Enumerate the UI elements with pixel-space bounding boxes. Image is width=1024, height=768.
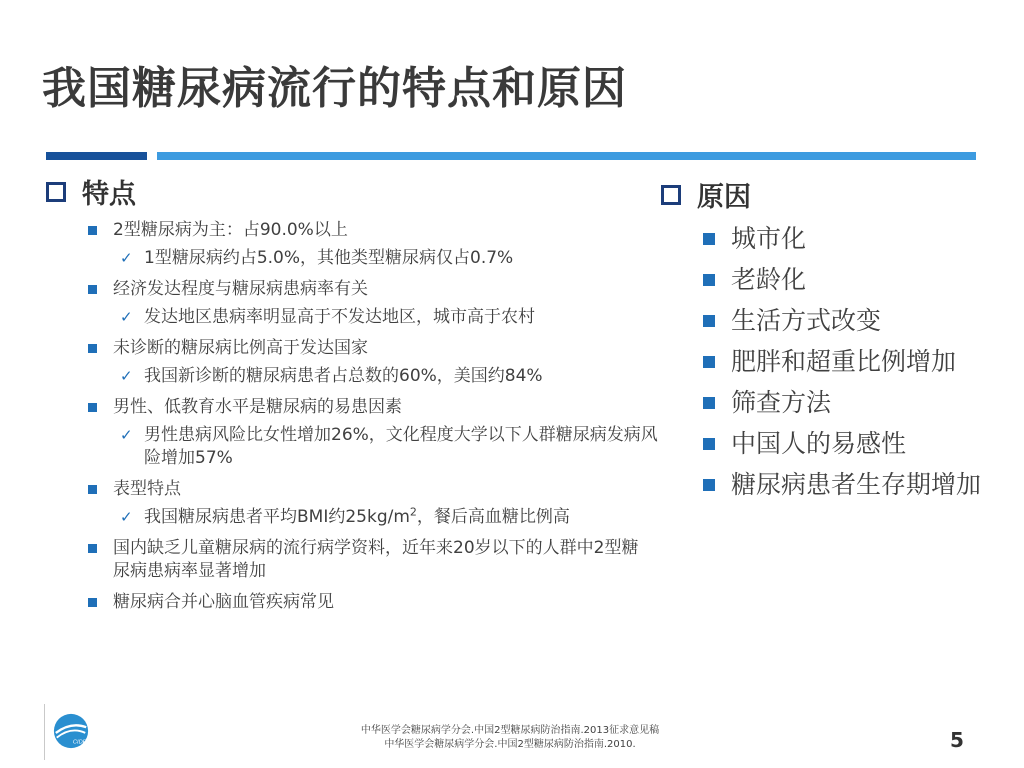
checkmark-icon: ✓ xyxy=(120,426,133,444)
list-item xyxy=(88,591,656,614)
square-bullet-icon xyxy=(703,274,715,286)
cause-item-text: 肥胖和超重比例增加 xyxy=(731,347,957,376)
causes-column xyxy=(661,175,991,501)
square-bullet-icon xyxy=(88,403,97,412)
list-item xyxy=(88,278,656,301)
square-bullet-icon xyxy=(88,485,97,494)
page-number: 5 xyxy=(950,728,964,752)
hollow-square-bullet-icon xyxy=(46,182,66,202)
square-bullet-icon xyxy=(703,315,715,327)
cause-item-text: 城市化 xyxy=(731,224,807,253)
sub-list-item-text xyxy=(144,506,570,529)
square-bullet-icon xyxy=(88,598,97,607)
list-item-text: 男性、低教育水平是糖尿病的易患因素 xyxy=(113,397,402,417)
sub-list-item xyxy=(120,306,660,329)
cause-item xyxy=(703,222,991,255)
list-item-text: 2型糖尿病为主：占90.0%以上 xyxy=(113,220,348,240)
sub-list-item-text: 发达地区患病率明显高于不发达地区，城市高于农村 xyxy=(144,307,535,327)
cause-item-text: 中国人的易感性 xyxy=(731,429,907,458)
list-item xyxy=(88,478,656,501)
footer-divider xyxy=(44,704,45,760)
list-item xyxy=(88,219,656,242)
features-heading xyxy=(46,172,656,211)
cause-item-text: 糖尿病患者生存期增加 xyxy=(731,470,982,499)
sub-list-item xyxy=(120,365,660,388)
sub-list-item-text: 1型糖尿病约占5.0%，其他类型糖尿病仅占0.7% xyxy=(144,248,514,268)
square-bullet-icon xyxy=(703,438,715,450)
checkmark-icon: ✓ xyxy=(120,308,133,326)
features-heading-text: 特点 xyxy=(82,179,136,210)
bmi-text: 我国糖尿病患者平均BMI约25kg/m xyxy=(144,507,410,527)
sub-list-item-text: 男性患病风险比女性增加26%，文化程度大学以下人群糖尿病发病风险增加57% xyxy=(144,425,658,468)
cause-item xyxy=(703,427,991,460)
cause-item xyxy=(703,468,983,501)
causes-heading xyxy=(661,175,991,214)
cause-item xyxy=(703,345,991,378)
square-bullet-icon xyxy=(88,226,97,235)
superscript: 2 xyxy=(409,505,417,519)
cause-item xyxy=(703,304,991,337)
checkmark-icon: ✓ xyxy=(120,508,133,526)
cause-item-text: 生活方式改变 xyxy=(731,306,882,335)
cause-item xyxy=(703,263,991,296)
sub-list-item xyxy=(120,424,660,470)
checkmark-icon: ✓ xyxy=(120,249,133,267)
list-item-text: 表型特点 xyxy=(113,479,181,499)
bmi-text-tail: ，餐后高血糖比例高 xyxy=(416,507,570,527)
square-bullet-icon xyxy=(88,544,97,553)
hollow-square-bullet-icon xyxy=(661,185,681,205)
list-item xyxy=(88,337,656,360)
list-item xyxy=(88,537,648,583)
sub-list-item xyxy=(120,506,660,529)
sub-list-item xyxy=(120,247,660,270)
square-bullet-icon xyxy=(703,397,715,409)
cide-logo-icon xyxy=(52,712,90,750)
square-bullet-icon xyxy=(703,233,715,245)
checkmark-icon: ✓ xyxy=(120,367,133,385)
cause-item xyxy=(703,386,991,419)
square-bullet-icon xyxy=(703,356,715,368)
references xyxy=(300,724,720,752)
square-bullet-icon xyxy=(88,344,97,353)
list-item-text: 经济发达程度与糖尿病患病率有关 xyxy=(113,279,368,299)
reference-1: 中华医学会糖尿病学分会.中国2型糖尿病防治指南.2013征求意见稿 xyxy=(360,725,660,736)
page-title: 我国糖尿病流行的特点和原因 xyxy=(42,63,627,114)
title-underline-dark xyxy=(46,152,147,160)
reference-2: 中华医学会糖尿病学分会.中国2型糖尿病防治指南.2010. xyxy=(384,739,636,750)
sub-list-item-text: 我国新诊断的糖尿病患者占总数的60%，美国约84% xyxy=(144,366,543,386)
cause-item-text: 老龄化 xyxy=(731,265,807,294)
causes-heading-text: 原因 xyxy=(697,182,751,213)
square-bullet-icon xyxy=(88,285,97,294)
list-item-text: 未诊断的糖尿病比例高于发达国家 xyxy=(113,338,368,358)
list-item xyxy=(88,396,656,419)
cause-item-text: 筛查方法 xyxy=(731,388,832,417)
list-item-text: 国内缺乏儿童糖尿病的流行病学资料，近年来20岁以下的人群中2型糖尿病患病率显著增加 xyxy=(113,538,639,581)
features-column xyxy=(46,172,656,614)
list-item-text: 糖尿病合并心脑血管疾病常见 xyxy=(113,592,334,612)
square-bullet-icon xyxy=(703,479,715,491)
title-underline-light xyxy=(157,152,976,160)
logo-text: CIDE xyxy=(72,739,87,746)
